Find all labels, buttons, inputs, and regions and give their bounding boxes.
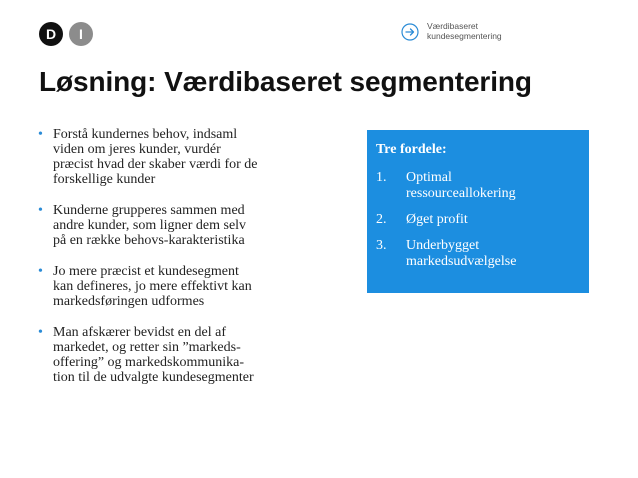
benefit-text: Underbygget markedsudvælgelse [406, 238, 517, 269]
di-logo [39, 22, 93, 46]
benefits-panel [367, 130, 589, 293]
bullet-list [37, 127, 327, 401]
bullet-item [37, 127, 327, 187]
bullet-text: Man afskærer bevidst en del af markedet, og retter sin ”markeds- offering” og markedskommunika- tion til de udvalgte kundesegmenter [53, 325, 254, 385]
logo-i: I [69, 22, 93, 46]
section-nav-line2: kundesegmentering [427, 31, 502, 41]
benefits-list [376, 170, 581, 270]
benefit-text: Optimal ressourceallokering [406, 170, 516, 201]
bullet-item [37, 203, 327, 248]
bullet-text: Forstå kundernes behov, indsaml viden om jeres kunder, vurdér præcist hvad der skaber værdi for de forskellige kunder [53, 127, 258, 187]
benefit-text: Øget profit [406, 212, 468, 227]
slide-title: Løsning: Værdibaseret segmentering [39, 66, 532, 97]
benefits-title: Tre fordele: [376, 142, 447, 157]
benefit-item [376, 238, 581, 270]
section-nav-link[interactable] [401, 21, 502, 41]
bullet-item [37, 264, 327, 309]
benefit-number: 1. [376, 170, 387, 185]
bullet-text: Jo mere præcist et kundesegment kan defineres, jo mere effektivt kan markedsføringen udformes [53, 264, 252, 309]
section-nav-label [427, 21, 502, 41]
bullet-item [37, 325, 327, 385]
benefit-number: 2. [376, 212, 387, 227]
section-nav-line1: Værdibaseret [427, 21, 479, 31]
arrow-right-circle-icon [401, 23, 419, 41]
benefit-item [376, 170, 581, 202]
logo-d: D [39, 22, 63, 46]
bullet-text: Kunderne grupperes sammen med andre kunder, som ligner dem selv på en række behovs-karakteristika [53, 203, 247, 248]
benefit-number: 3. [376, 238, 387, 253]
benefit-item [376, 212, 581, 228]
